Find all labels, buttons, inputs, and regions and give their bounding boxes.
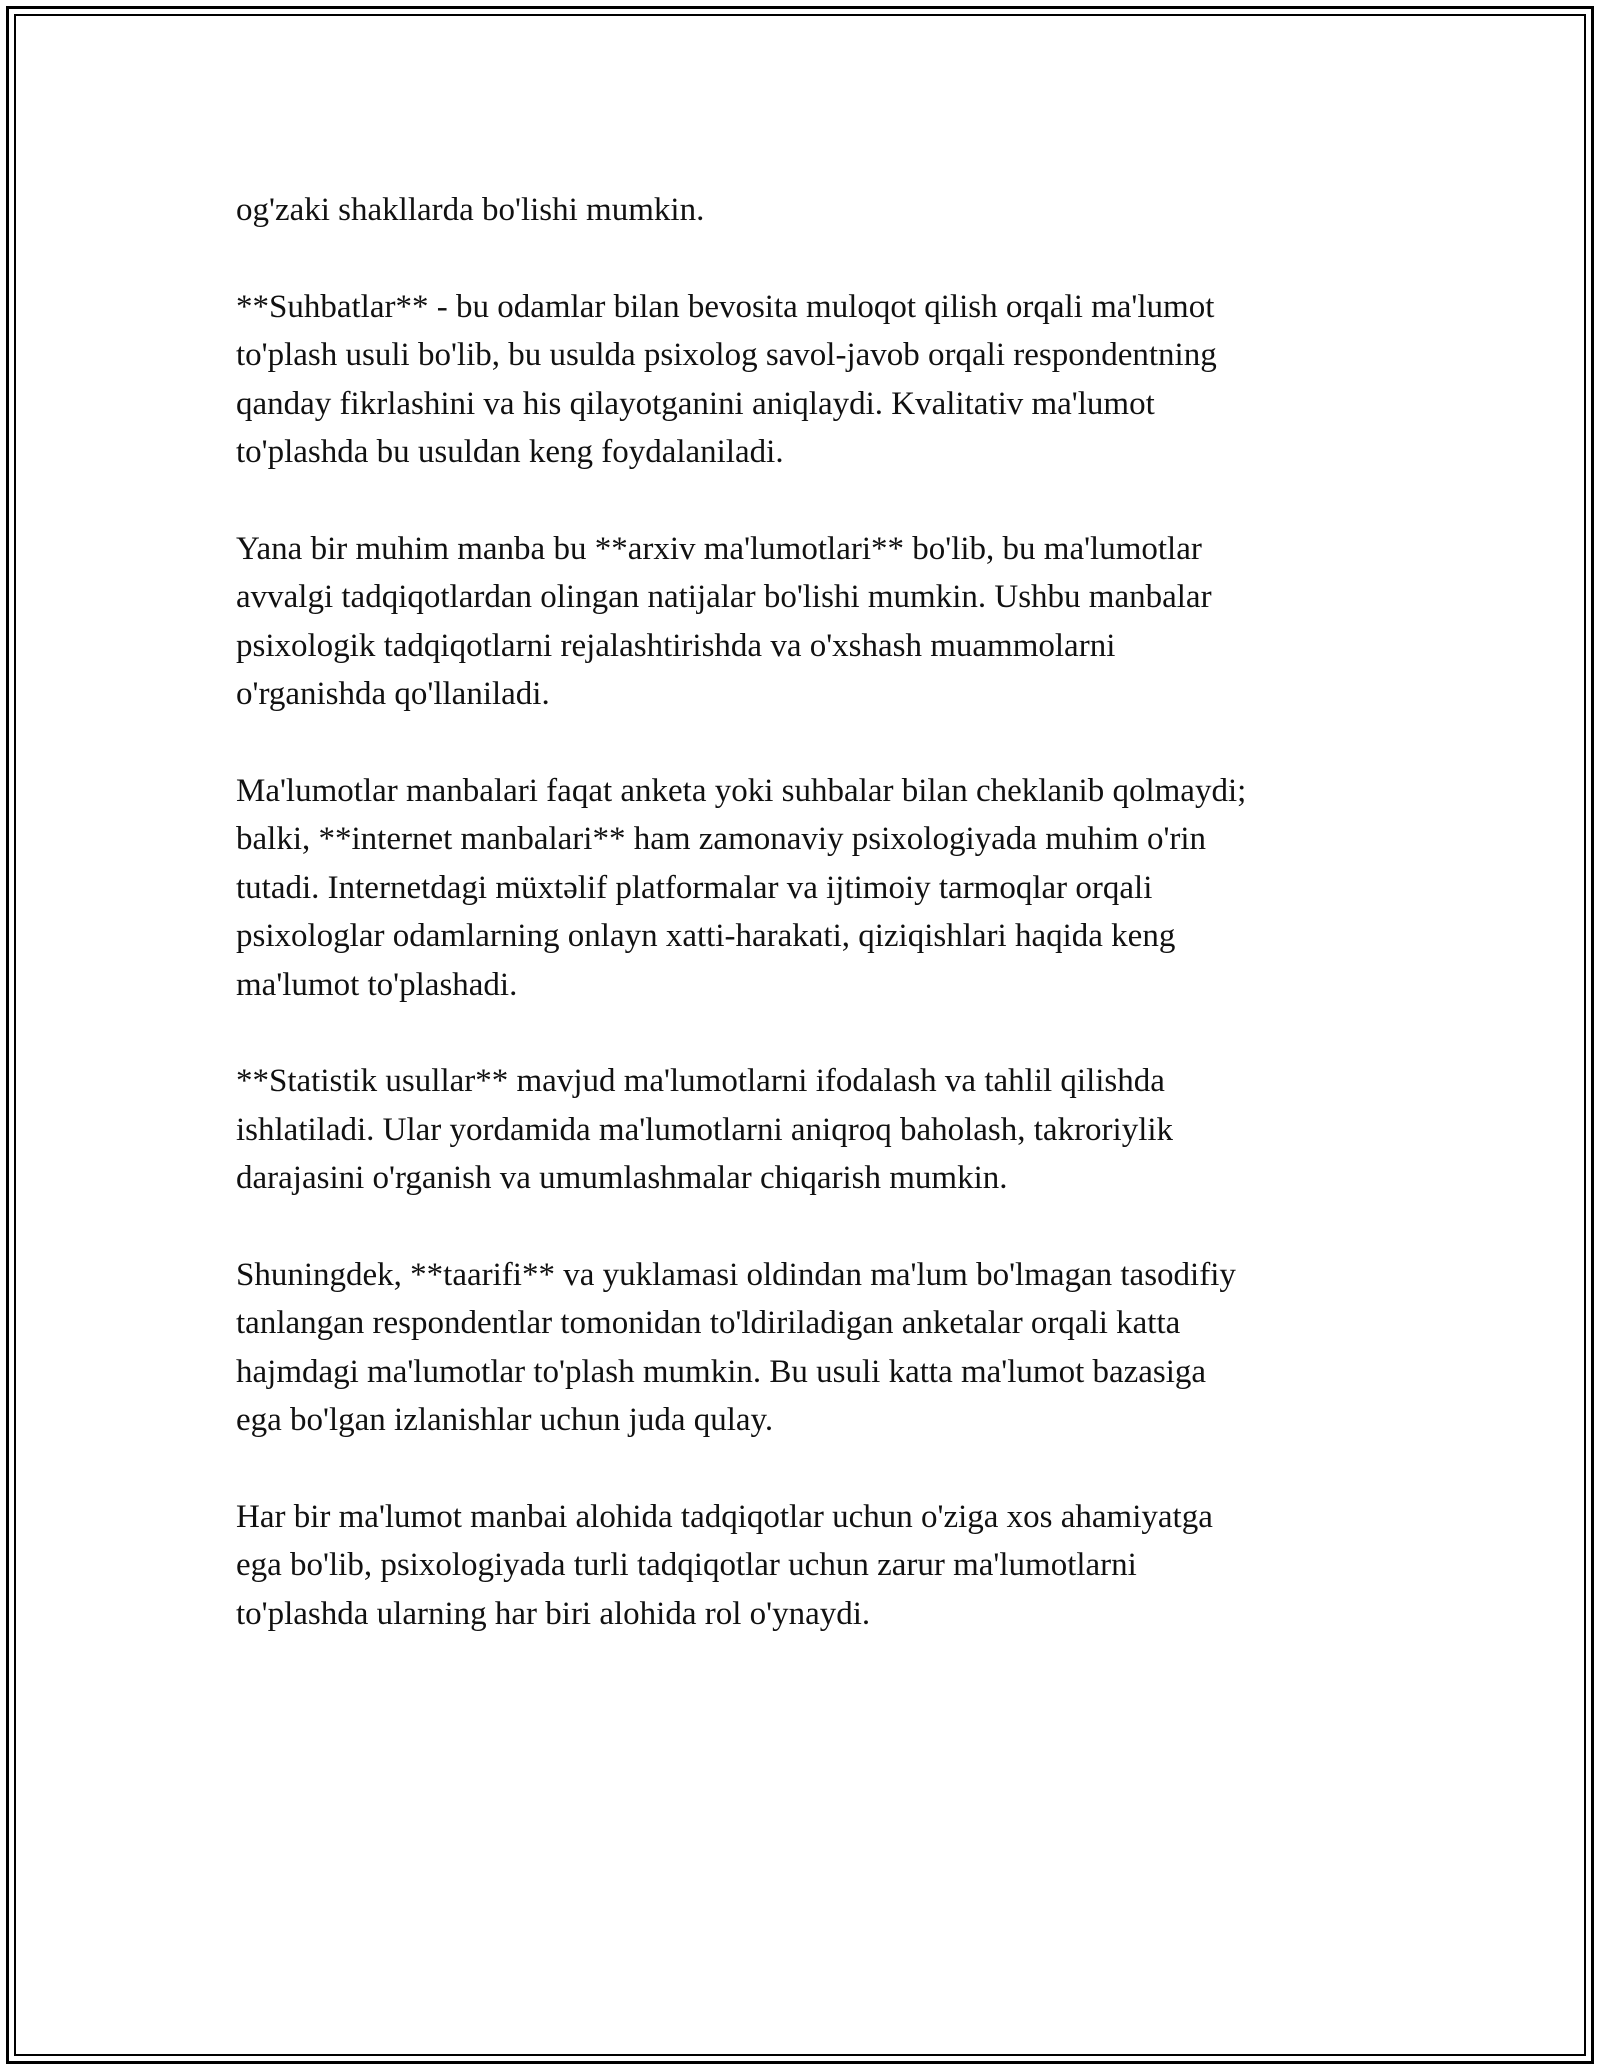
text-line: tutadi. Internetdagi müxtəlif platformalar va ijtimoiy tarmoqlar orqali (236, 869, 1153, 906)
text-line: to'plash usuli bo'lib, bu usulda psixolog savol-javob orqali respondentning (236, 337, 1217, 373)
text-line: darajasini o'rganish va umumlashmalar chiqarish mumkin. (236, 1160, 1008, 1196)
paragraph-conclusion (236, 1493, 1396, 1639)
text-line: **Statistik usullar** mavjud ma'lumotlarni ifodalash va tahlil qilishda (236, 1063, 1165, 1099)
text-line: ega bo'lib, psixologiyada turli tadqiqotlar uchun zarur ma'lumotlarni (236, 1547, 1137, 1583)
text-line: avvalgi tadqiqotlardan olingan natijalar bo'lishi mumkin. Ushbu manbalar (236, 579, 1212, 615)
paragraph-intro-continuation (236, 186, 1396, 235)
text-line: qanday fikrlashini va his qilayotganini aniqlaydi. Kvalitativ ma'lumot (236, 385, 1155, 422)
text-line: Shuningdek, **taarifi** va yuklamasi oldindan ma'lum bo'lmagan tasodifiy (236, 1256, 1236, 1293)
text-line: Har bir ma'lumot manbai alohida tadqiqotlar uchun o'ziga xos ahamiyatga (236, 1498, 1213, 1535)
paragraph-archive-data (236, 525, 1396, 719)
text-line: hajmdagi ma'lumotlar to'plash mumkin. Bu usuli katta ma'lumot bazasiga (236, 1353, 1207, 1390)
text-line: tanlangan respondentlar tomonidan to'ldiriladigan anketalar orqali katta (236, 1305, 1181, 1341)
text-line: to'plashda bu usuldan keng foydalaniladi. (236, 434, 784, 470)
text-line: balki, **internet manbalari** ham zamonaviy psixologiyada muhim o'rin (236, 821, 1207, 857)
text-line: **Suhbatlar** - bu odamlar bilan bevosita muloqot qilish orqali ma'lumot (236, 288, 1215, 325)
paragraph-statistical-methods (236, 1057, 1396, 1203)
paragraph-internet-sources (236, 767, 1396, 1010)
text-line: psixologlar odamlarning onlayn xatti-harakati, qiziqishlari haqida keng (236, 918, 1176, 954)
text-line: ishlatiladi. Ular yordamida ma'lumotlarni aniqroq baholash, takroriylik (236, 1111, 1174, 1148)
text-line: ega bo'lgan izlanishlar uchun juda qulay. (236, 1402, 774, 1438)
text-line: ma'lumot to'plashadi. (236, 966, 518, 1003)
text-line: o'rganishda qo'llaniladi. (236, 676, 550, 712)
paragraph-interviews (236, 283, 1396, 477)
text-line: Ma'lumotlar manbalari faqat anketa yoki suhbalar bilan cheklanib qolmaydi; (236, 772, 1247, 809)
text-line: og'zaki shakllarda bo'lishi mumkin. (236, 192, 705, 228)
text-line: psixologik tadqiqotlarni rejalashtirishda va o'xshash muammolarni (236, 627, 1116, 664)
paragraph-questionnaires (236, 1251, 1396, 1445)
text-line: Yana bir muhim manba bu **arxiv ma'lumotlari** bo'lib, bu ma'lumotlar (236, 530, 1202, 567)
document-body (236, 186, 1396, 1686)
text-line: to'plashda ularning har biri alohida rol o'ynaydi. (236, 1595, 871, 1632)
